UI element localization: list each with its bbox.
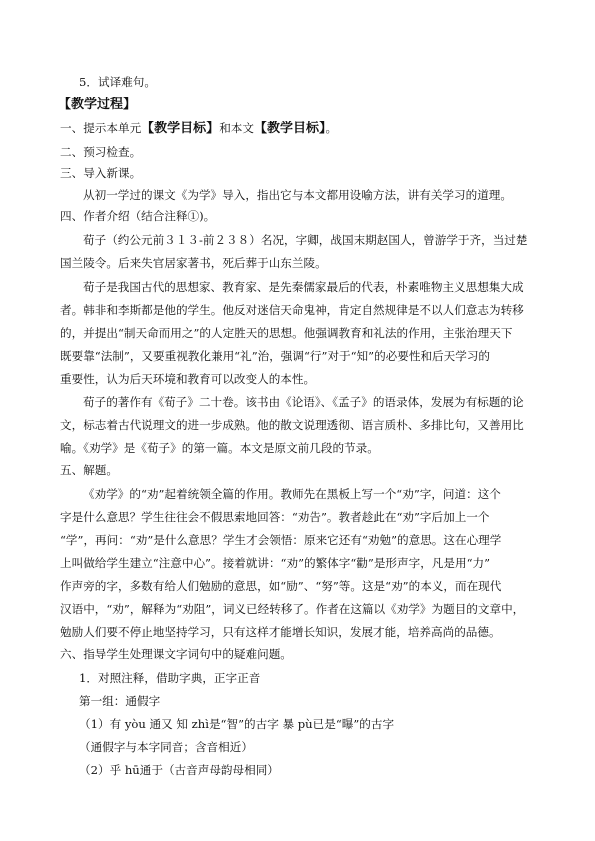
bold-term: 【教学目标】	[141, 121, 220, 136]
text-line: 六、指导学生处理课文字词句中的疑难问题。	[60, 647, 292, 661]
text-line: 三、导入新课。	[60, 166, 142, 180]
text-line: 既要靠“法制”，又要重视教化兼用“礼”治，强调“行”对于“知”的必要性和后天学习的	[60, 349, 491, 363]
text-line: 荀子的著作有《荀子》二十卷。该书由《论语》、《孟子》的语录体，发展为有标题的论	[83, 395, 524, 409]
text-line: 1．对照注释，借助字典，正字正音	[79, 671, 261, 685]
text-line: 喻。《劝学》是《荀子》的第一篇。本文是原文前几段的节录。	[60, 441, 379, 455]
text-line: 者。韩非和李斯都是他的学生。他反对迷信天命鬼神，肯定自然规律是不以人们意志为转移	[60, 303, 524, 317]
text-line: 勉励人们要不停止地坚持学习，只有这样才能增长知识，发展才能，培养高尚的品德。	[60, 625, 501, 639]
text-line: 从初一学过的课文《为学》导入，指出它与本文都用设喻方法，讲有关学习的道理。	[83, 188, 512, 202]
text-line: 第一组：通假字	[79, 694, 161, 708]
text-line: 重要性，认为后天环境和教育可以改变人的本性。	[60, 372, 316, 386]
text-segment: 。	[325, 121, 338, 135]
text-line: “学”，再问：“劝”是什么意思？学生才会领悟：原来它还有“劝勉”的意思。这在心理学	[60, 533, 502, 547]
text-line: 四、作者介绍（结合注释①)。	[60, 209, 216, 223]
text-line: 五、解题。	[60, 463, 118, 477]
text-line: （通假字与本字同音；含音相近）	[79, 740, 253, 754]
text-line: 5．试译难句。	[79, 75, 156, 89]
bold-term: 【教学目标】	[253, 121, 326, 136]
text-line: （2）乎 hū通于（古音声母韵母相同）	[79, 763, 279, 777]
text-line: 上叫做给学生建立“注意中心”。接着就讲：“劝”的繁体字“勸”是形声字，凡是用“力”	[60, 556, 491, 570]
text-line: 汉语中，“劝”，解释为“劝阻”，词义已经转移了。作者在这篇以《劝学》为题目的文章中，	[60, 602, 525, 616]
text-line: 二、预习检查。	[60, 145, 142, 159]
text-line: 荀子是我国古代的思想家、教育家、是先秦儒家最后的代表，朴素唯物主义思想集大成	[83, 280, 524, 294]
text-segment: 和本文	[219, 121, 254, 135]
text-segment: 一、提示本单元	[60, 121, 142, 135]
text-line: 荀子（约公元前３１３-前２３８）名况，字卿，战国末期赵国人，曾游学于齐，当过楚	[83, 233, 528, 247]
text-line: 的，并提出“制天命而用之”的人定胜天的思想。他强调教育和礼法的作用，主张治理天下	[60, 326, 513, 340]
text-line: 国兰陵令。后来失官居家著书，死后葬于山东兰陵。	[60, 256, 327, 270]
text-line: （1）有 yòu 通又 知 zhì是“智”的古字 暴 pù已是“曝”的古字	[79, 717, 395, 731]
text-line: 《劝学》的“劝”起着统领全篇的作用。教师先在黑板上写一个“劝”字，问道：这个	[83, 487, 501, 501]
text-line: 字是什么意思？学生往往会不假思索地回答：“劝告”。教者趁此在“劝”字后加上一个	[60, 510, 490, 524]
text-line	[60, 121, 540, 136]
text-line: 作声旁的字，多数有给人们勉励的意思，如“励”、“努”等。这是“劝”的本义，而在现代	[60, 579, 502, 593]
section-heading: 【教学过程】	[58, 97, 137, 112]
text-line: 文，标志着古代说理文的进一步成熟。他的散文说理透彻、语言质朴、多排比句，又善用比	[60, 418, 524, 432]
